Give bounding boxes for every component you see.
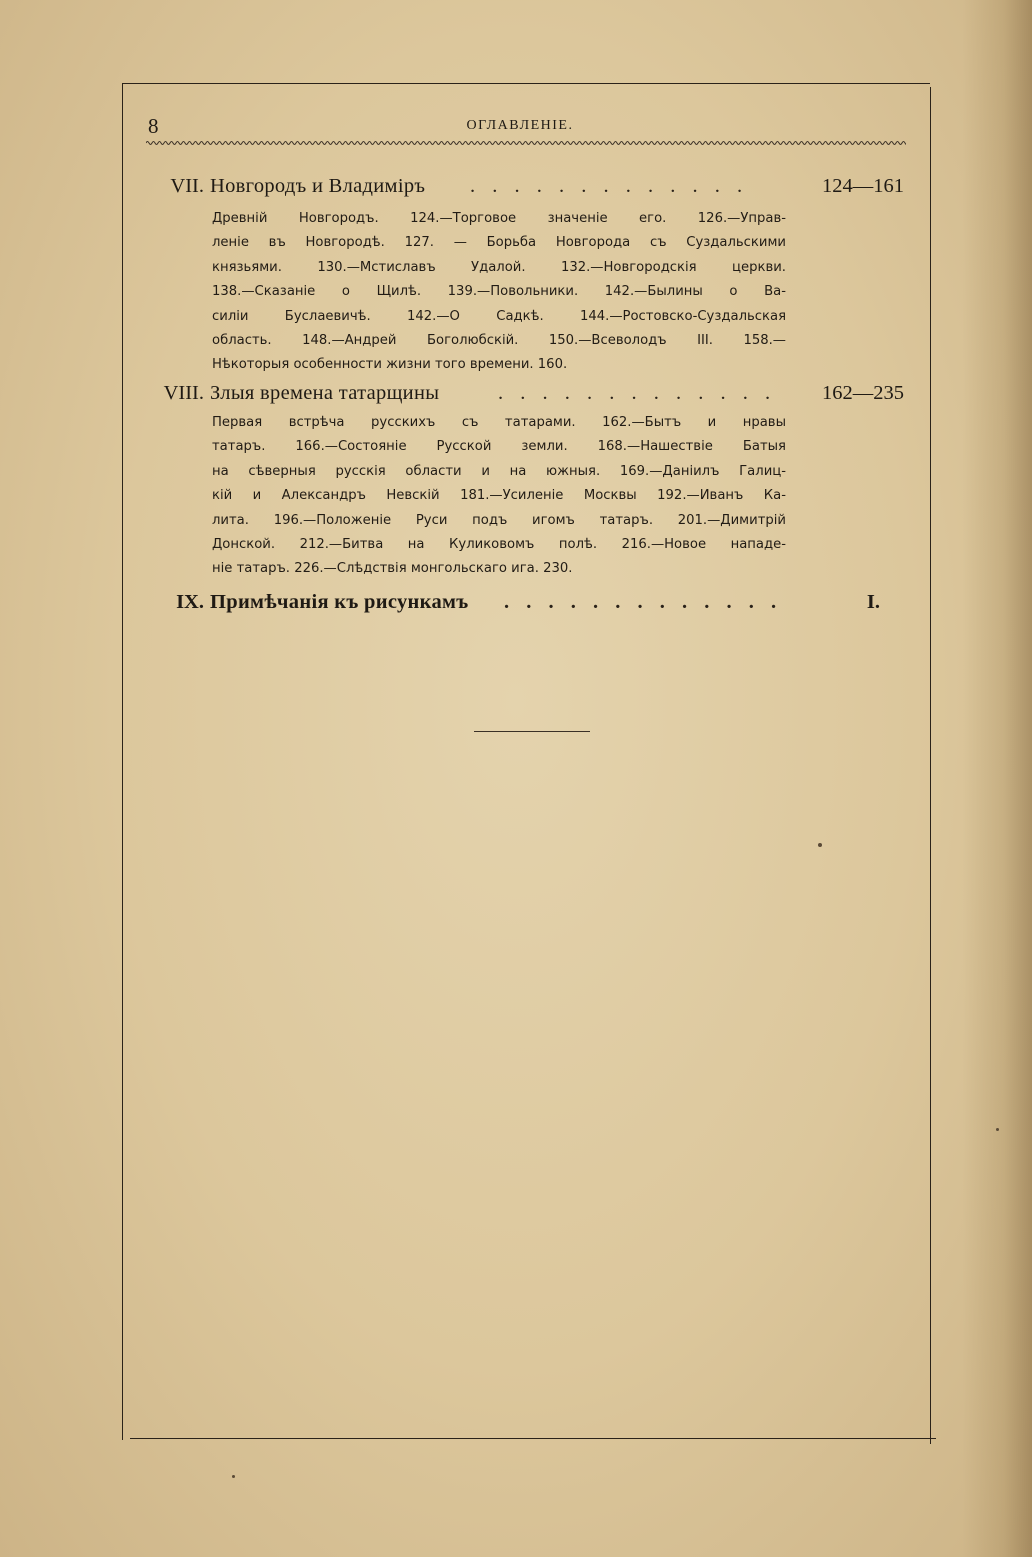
chapter-title: Новгородъ и Владиміръ bbox=[210, 175, 426, 197]
toc-entry-chapter-vii[interactable] bbox=[152, 172, 904, 200]
chapter-summary bbox=[212, 411, 786, 582]
summary-line: силіи Буслаевичѣ. 142.—О Садкѣ. 144.—Ростовско-Суздальская bbox=[212, 308, 786, 324]
chapter-pages: 162—235 bbox=[822, 382, 904, 404]
leader-dots: . . . . . . . . . . . . . bbox=[504, 591, 783, 613]
paper-speck bbox=[232, 1475, 235, 1478]
ornamental-wave-rule bbox=[146, 138, 906, 148]
chapter-number: VIII. bbox=[163, 382, 204, 404]
page-edge-shadow bbox=[962, 0, 1032, 1557]
summary-line: леніе въ Новгородѣ. 127. — Борьба Новгорода съ Суздальскими bbox=[212, 235, 786, 251]
summary-line: 138.—Сказаніе о Щилѣ. 139.—Повольники. 142.—Былины о Ва- bbox=[212, 284, 786, 300]
leader-dots: . . . . . . . . . . . . . bbox=[498, 382, 777, 404]
chapter-title: Злыя времена татарщины bbox=[210, 382, 440, 404]
frame-left-rule bbox=[122, 83, 123, 1440]
summary-line: область. 148.—Андрей Боголюбскій. 150.—Всеволодъ III. 158.— bbox=[212, 332, 786, 348]
summary-line: Нѣкоторыя особенности жизни того времени. 160. bbox=[212, 357, 568, 373]
chapter-number: IX. bbox=[176, 591, 204, 613]
summary-line: Первая встрѣча русскихъ съ татарами. 162.—Бытъ и нравы bbox=[212, 415, 786, 430]
frame-right-rule bbox=[930, 87, 931, 1444]
summary-line: лита. 196.—Положеніе Руси подъ игомъ татаръ. 201.—Димитрій bbox=[212, 512, 786, 528]
chapter-pages: I. bbox=[866, 591, 880, 613]
chapter-summary bbox=[212, 207, 786, 378]
summary-line: кій и Александръ Невскій 181.—Усиленіе Москвы 192.—Иванъ Ка- bbox=[212, 488, 786, 504]
end-rule bbox=[474, 731, 590, 732]
summary-line: Донской. 212.—Битва на Куликовомъ полѣ. 216.—Новое нападе- bbox=[212, 536, 786, 552]
page-number: 8 bbox=[148, 114, 159, 138]
summary-line: Древній Новгородъ. 124.—Торговое значеніе его. 126.—Управ- bbox=[212, 211, 786, 226]
running-head: ОГЛАВЛЕНIЕ. bbox=[466, 118, 574, 133]
leader-dots: . . . . . . . . . . . . . bbox=[470, 175, 749, 197]
toc-entry-chapter-viii[interactable] bbox=[152, 379, 904, 407]
summary-line: татаръ. 166.—Состояніе Русской земли. 168.—Нашествіе Батыя bbox=[212, 439, 786, 455]
paper-speck bbox=[818, 843, 822, 847]
paper-speck bbox=[996, 1128, 999, 1131]
chapter-number: VII. bbox=[170, 175, 204, 197]
summary-line: на сѣверныя русскія области и на южныя. 169.—Даніилъ Галиц- bbox=[212, 463, 786, 479]
frame-bottom-rule bbox=[130, 1438, 936, 1439]
chapter-title: Примѣчанія къ рисункамъ bbox=[210, 591, 469, 613]
frame-top-rule bbox=[122, 83, 930, 84]
toc-entry-chapter-ix[interactable] bbox=[152, 588, 880, 616]
summary-line: князьями. 130.—Мстиславъ Удалой. 132.—Новгородскія церкви. bbox=[212, 259, 786, 275]
summary-line: ніе татаръ. 226.—Слѣдствія монгольскаго ига. 230. bbox=[212, 561, 573, 577]
chapter-pages: 124—161 bbox=[822, 175, 904, 197]
